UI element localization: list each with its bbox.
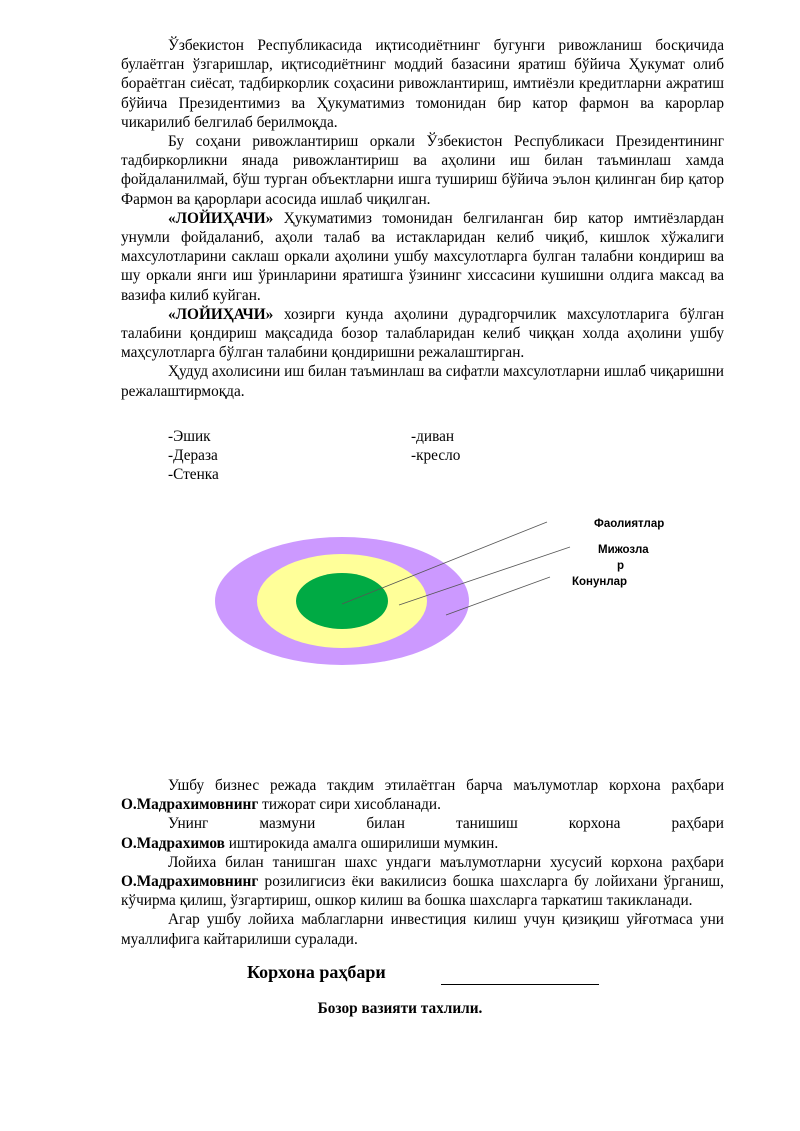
- lower-paragraph-2-line: [121, 814, 724, 833]
- paragraph-3: [121, 209, 724, 305]
- paragraph-1: Ўзбекистон Республикасида иқтисодиётнинг бугунги ривожланиш босқичида булаётган ўзгаришлар, иқтисодиётнинг моддий базасини яратиш бўйича Ҳукумат олиб бораётган сиёсат, тадбиркорлик соҳасини ривожлантириш, имтиёзли кредитларни ажратиш бўйича Президентимиз ва Ҳукуматимиз томонидан бир катор фармон ва карорлар чикарилиб белгилаб берилмоқда.: [121, 37, 724, 131]
- text: тижорат сири хисобланади.: [258, 796, 441, 814]
- paragraph-4: [121, 305, 724, 363]
- label-clients-wrap: р: [617, 560, 625, 572]
- word: корхона: [568, 815, 621, 833]
- list-item: -кресло: [411, 447, 461, 465]
- signature-label: Корхона раҳбари: [247, 962, 386, 982]
- product-list-right: [411, 427, 460, 465]
- word: билан: [366, 815, 405, 833]
- owner-name: О.Мадрахимовнинг: [121, 873, 259, 891]
- signature-line: [441, 984, 599, 985]
- list-item: -Стенка: [168, 466, 219, 484]
- confidentiality-text: [121, 776, 724, 949]
- text: розилигисиз ёки вакилисиз бошка шахсларга бу лойихани ўрганиш, кўчирма қилиш, ўзгартириш, ошкор килиш ва бошка шахсларга таркатиш такикланади.: [121, 873, 724, 910]
- word: Унинг: [168, 815, 209, 833]
- paragraph-5: Ҳудуд ахолисини иш билан таъминлаш ва сифатли махсулотларни ишлаб чиқаришни режалаштирмоқда.: [121, 363, 724, 400]
- text: Лойиха билан танишган шахс ундаги маълумотларни хусусий корхона раҳбари: [168, 853, 724, 871]
- project-name: «ЛОЙИҲАЧИ»: [168, 209, 274, 227]
- list-item: -Дераза: [168, 447, 218, 465]
- concentric-diagram: [214, 506, 694, 676]
- lower-paragraph-2-cont: [121, 834, 724, 853]
- owner-name: О.Мадрахимовнинг: [121, 796, 259, 814]
- lower-paragraph-1: [121, 776, 724, 814]
- lower-paragraph-4: Агар ушбу лойиха маблагларни инвестиция килиш учун қизиқиш уйғотмаса уни муаллифига кайтарилиши суралади.: [121, 911, 724, 948]
- label-laws: Конунлар: [572, 576, 628, 588]
- intro-text: [121, 36, 724, 401]
- list-item: -диван: [411, 428, 455, 445]
- project-name: «ЛОЙИҲАЧИ»: [168, 305, 274, 323]
- diagram-svg: [214, 506, 694, 676]
- paragraph-3-text: Ҳукуматимиз томонидан белгиланган бир катор имтиёзлардан унумли фойдаланиб, аҳоли талаб ва истакларидан келиб чиқиб, кишлок хўжалиги махсулотларини саклаш оркали аҳолини ушбу махсулотларга булган талабни кондириш ва шу оркали янги иш ўринларини яратишга ўзининг хиссасини кушишни олдига максад ва вазифа килиб куйган.: [121, 209, 724, 304]
- paragraph-2: Бу соҳани ривожлантириш оркали Ўзбекистон Республикаси Президентининг тадбиркорликни янада ривожлантириш ва аҳолини иш билан таъминлаш хамда фойдаланилмай, бўш турган объектларни ишга тушириш бўйича эълон қилинган бир қатор Фармон ва қарорлари асосида ишлаб чиқилган.: [121, 133, 724, 208]
- owner-name: О.Мадрахимов: [121, 834, 225, 852]
- paragraph-4-text: хозирги кунда аҳолини дурадгорчилик махсулотларига бўлган талабини қондириш мақсадида бозор талабларидан келиб чиққан холда аҳолини ушбу маҳсулотларга бўлган талабини қондиришни режалаштирган.: [121, 305, 724, 362]
- lower-paragraph-3: [121, 853, 724, 911]
- word: мазмуни: [259, 815, 316, 833]
- section-title: Бозор вазияти тахлили.: [317, 1000, 483, 1017]
- text: Ушбу бизнес режада такдим этилаётган барча маълумотлар корхона раҳбари: [168, 777, 724, 794]
- list-item: -Эшик: [168, 428, 211, 445]
- label-activities: Фаолиятлар: [594, 518, 665, 530]
- label-clients: Мижозла: [598, 544, 649, 556]
- text: иштирокида амалга оширилиши мумкин.: [224, 834, 499, 852]
- product-list-left: [168, 427, 219, 485]
- word: раҳбари: [671, 815, 724, 833]
- word: танишиш: [455, 815, 518, 833]
- inner-ring: [296, 573, 388, 629]
